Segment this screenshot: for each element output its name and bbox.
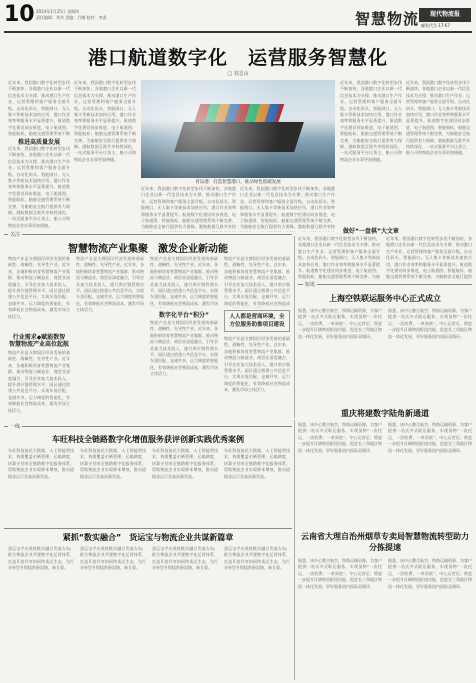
page-number: 10 — [4, 2, 35, 27]
lead-byline: □ 刘志山 — [227, 71, 249, 77]
left-story-column-1a: 物流产业是支撑国民经济发展的基础性、战略性、先导性产业。近年来，各地积极培育智慧物流产业集群，推动物流与制造业、商贸业深度融合，引导企业加大技术投入，提升供应链管理水平。园区通过搭建公共信息平台，实现车货匹配、仓储共享、运力调度的智能化，有效降低社会物流成本，激发市场主体活力。 — [8, 256, 70, 319]
left-story-column-4a: 物流产业是支撑国民经济发展的基础性、战略性、先导性产业。近年来，各地积极培育智慧物流产业集群，推动物流与制造业、商贸业深度融合，引导企业加大技术投入，提升供应链管理水平。园区通过搭建公共信息平台，实现车货匹配、仓储共享、运力调度的智能化，有效降低社会物流成 — [224, 256, 290, 306]
left-story-subhead-1-line1: 行业需求◆赋能数智 — [12, 334, 66, 341]
left-story-subhead-3: 数字化平台“积分” — [159, 312, 209, 319]
bottom-story-1-column-3: 车旺科技依托大数据、人工智能等技术，构建覆盖车辆管理、运输调度、结算支付的全链路数字化服务体系，帮助物流企业实现降本增效，推动道路货运行业高质量发展。 — [152, 448, 218, 479]
lead-subhead-1: 推进高质量发展 — [17, 139, 60, 146]
column-divider — [294, 236, 295, 418]
lead-column-1b: 近年来，我国港口数字化转型步伐不断加快，各地港口企业以新一代信息技术为支撑，推动港口生产作业、运营管理和客户服务全面升级。自动化码头、智能闸口、无人集卡等新技术加快应用，港口作业效率和服务水平显著提升。航道数字化建设同步推进，电子航道图、智能航标、船舶交通管理系统不断完善，为船舶安全航行提供有力保障。港航数据互联共享持续深化，一站式服务平台让货主、船公司和物流企业办事更加便捷。 — [8, 146, 70, 228]
lead-column-1a: 近年来，我国港口数字化转型步伐不断加快，各地港口企业以新一代信息技术为支撑，推动港口生产作业、运营管理和客户服务全面升级。自动化码头、智能闸口、无人集卡等新技术加快应用，港口作业效率和服务水平显著提升。航道数字化建设同步推进，电子航道图、智能航标、船舶交通管理系统不断 — [8, 80, 70, 136]
bottom-story-1-column-1: 车旺科技依托大数据、人工智能等技术，构建覆盖车辆管理、运输调度、结算支付的全链路数字化服务体系，帮助物流企业实现降本增效，推动道路货运行业高质量发展。 — [8, 448, 74, 479]
lead-subhead-4: 做好“一盘棋”大文章 — [343, 228, 399, 235]
lead-column-5: 近年来，我国港口数字化转型步伐不断加快，各地港口企业以新一代信息技术为支撑，推动港口生产作业、运营管理和客户服务全面升级。自动化码头、智能闸口、无人集卡等新技术加快应用，港口作业效率和服务水平显著提升。航道数字化建设同步推进，电子航道图、智能航标、船舶交通管理系统不断完善，为船舶安全航行提供有力保障。港航数据互联共享持续深化，一站式服务平台让货主、船公司和物流企业办事更加便捷。 — [406, 80, 470, 156]
top-rule — [4, 31, 472, 33]
bottom-story-2-column-1: 货运宝平台坚持数实融合发展方向，联合物流企业共建数字化运营体系，打造开放共享的网络货运生态，为行业转型升级提供新思路、新方案。 — [8, 546, 74, 571]
bottom-story-2-column-4: 货运宝平台坚持数实融合发展方向，联合物流企业共建数字化运营体系，打造开放共享的网络货运生态，为行业转型升级提供新思路、新方案。 — [224, 546, 290, 571]
left-story-column-1b: 物流产业是支撑国民经济发展的基础性、战略性、先导性产业。近年来，各地积极培育智慧物流产业集群，推动物流与制造业、商贸业深度融合，引导企业加大技术投入，提升供应链管理水平。园区通过搭建公共信息平台，实现车货匹配、仓储共享、运力调度的智能化，有效降低社会物流成本，激发市场主体活力。 — [8, 350, 70, 413]
lead-column-2: 近年来，我国港口数字化转型步伐不断加快，各地港口企业以新一代信息技术为支撑，推动港口生产作业、运营管理和客户服务全面升级。自动化码头、智能闸口、无人集卡等新技术加快应用，港口作业效率和服务水平显著提升。航道数字化建设同步推进，电子航道图、智能航标、船舶交通管理系统不断完善，为船舶安全航行提供有力保障。港航数据互联共享持续深化，一站式服务平台让货主、船公司和物流企业办事更加便捷。 — [74, 80, 136, 162]
left-story-subhead-1 — [8, 334, 70, 348]
bottom-story-1-rule — [4, 426, 292, 427]
lead-headline: 港口航道数字化 运营服务智慧化 — [87, 47, 388, 69]
left-story-headline: 智慧物流产业集聚 激发企业新动能 — [68, 244, 228, 255]
bottom-story-2-column-3: 货运宝平台坚持数实融合发展方向，联合物流企业共建数字化运营体系，打造开放共享的网络货运生态，为行业转型升级提供新思路、新方案。 — [152, 546, 218, 571]
left-story-subhead-1-line2: 智慧物流产业高位起航 — [8, 341, 69, 348]
lead-photo-port-ship — [141, 80, 335, 178]
lead-column-4: 近年来，我国港口数字化转型步伐不断加快，各地港口企业以新一代信息技术为支撑，推动港口生产作业、运营管理和客户服务全面升级。自动化码头、智能闸口、无人集卡等新技术加快应用，港口作业效率和服务水平显著提升。航道数字化建设同步推进，电子航道图、智能航标、船舶交通管理系统不断完善，为船舶安全航行提供有力保障。港航数据互联共享持续深化，一站式服务平台让货主、船公司和物流企业办事更加便捷。 — [340, 80, 402, 162]
brief-2-title: 重庆将建数字陆角新通道 — [341, 409, 429, 418]
left-story-column-4b: 物流产业是支撑国民经济发展的基础性、战略性、先导性产业。近年来，各地积极培育智慧物流产业集群，推动物流与制造业、商贸业深度融合，引导企业加大技术投入，提升供应链管理水平。园区通过搭建公共信息平台，实现车货匹配、仓储共享、运力调度的智能化，有效降低社会物流成本，激发市场主体活力。 — [224, 336, 290, 393]
brief-2-column-2: 据悉，该中心整合航空、铁路运输资源，为客户提供一站式多式联运服务，实现货物“一次托运、一次收费、一单到底”。中心运营后，将进一步提升区域物流枢纽功能，促进长三角地区物流一体化发展，更好服务国内国际双循环。 — [388, 422, 472, 453]
paper-logo: 现代物流报 — [419, 8, 471, 22]
lead-photo-caption: 青岛港：打造智慧港口，推动绿色低碳发展 — [195, 180, 281, 185]
brief-1-column-2: 据悉，该中心整合航空、铁路运输资源，为客户提供一站式多式联运服务，实现货物“一次托运、一次收费、一单到底”。中心运营后，将进一步提升区域物流枢纽功能，促进长三角地区物流一体化发展，更好服务国内国际双循环。 — [388, 308, 472, 339]
bottom-story-1-headline: 车旺科技全链路数字化增值服务获评创新实践优秀案例 — [52, 435, 244, 444]
brief-1-column-1: 据悉，该中心整合航空、铁路运输资源，为客户提供一站式多式联运服务，实现货物“一次托运、一次收费、一单到底”。中心运营后，将进一步提升区域物流枢纽功能，促进长三角地区物流一体化发展，更好服务国内国际双循环。 — [298, 308, 382, 339]
date-line: 2024年1月25日 星期四 — [36, 9, 80, 14]
left-story-column-3b: 物流产业是支撑国民经济发展的基础性、战略性、先导性产业。近年来，各地积极培育智慧物流产业集群，推动物流与制造业、商贸业深度融合，引导企业加大技术投入，提升供应链管理水平。园区通过搭建公共信息平台，实现车货匹配、仓储共享、运力调度的智能化，有效降低社会物流成本，激发市场主体活力。 — [150, 320, 218, 377]
brief-3-title: 云南省大理自治州烟草专卖局智慧物流转型助力分拣提速 — [301, 532, 469, 552]
left-story-column-3a: 物流产业是支撑国民经济发展的基础性、战略性、先导性产业。近年来，各地积极培育智慧物流产业集群，推动物流与制造业、商贸业深度融合，引导企业加大技术投入，提升供应链管理水平。园区通过搭建公共信息平台，实现车货匹配、仓储共享、运力调度的智能化，有效降低社会物流成本，激发市场 — [150, 256, 218, 306]
left-story-rule — [4, 234, 292, 235]
right-story-rule — [298, 284, 472, 285]
right-top-column-2: 近年来，我国港口数字化转型步伐不断加快，各地港口企业以新一代信息技术为支撑，推动港口生产作业、运营管理和客户服务全面升级。自动化码头、智能闸口、无人集卡等新技术加快应用，港口作业效率和服务水平显著提升。航道数字化建设同步推进，电子航道图、智能航标、船舶交通管理系统不断完善，为船舶安全航行提供 — [386, 236, 472, 280]
bottom-story-2-rule — [4, 528, 292, 529]
column-divider-lower — [294, 420, 295, 680]
brief-3-column-1: 据悉，该中心整合航空、铁路运输资源，为客户提供一站式多式联运服务，实现货物“一次托运、一次收费、一单到底”。中心运营后，将进一步提升区域物流枢纽功能，促进长三角地区物流一体化发展，更好服务国内国际双循环。 — [298, 558, 382, 589]
bottom-story-1-column-2: 车旺科技依托大数据、人工智能等技术，构建覆盖车辆管理、运输调度、结算支付的全链路数字化服务体系，帮助物流企业实现降本增效，推动道路货运行业高质量发展。 — [80, 448, 146, 479]
editor-line: 责任编辑：刘舟 美编：吕娜 校对：李睿 — [36, 15, 107, 20]
brief-1-title: 上海空铁联运服务中心正式成立 — [329, 294, 441, 303]
paper-code: 邮发代号 17-67 — [421, 23, 450, 28]
bottom-story-1-tag: 一线 — [10, 424, 21, 430]
left-story-column-2: 物流产业是支撑国民经济发展的基础性、战略性、先导性产业。近年来，各地积极培育智慧物流产业集群，推动物流与制造业、商贸业深度融合，引导企业加大技术投入，提升供应链管理水平。园区通过搭建公共信息平台，实现车货匹配、仓储共享、运力调度的智能化，有效降低社会物流成本，激发市场主体活力。 — [76, 256, 144, 313]
photo-glow — [141, 80, 335, 178]
lead-column-3b: 近年来，我国港口数字化转型步伐不断加快，各地港口企业以新一代信息技术为支撑，推动港口生产作业、运营管理和客户服务全面升级。自动化码头、智能闸口、无人集卡等新技术加快应用，港口作业效率和服务水平显著提升。航道数字化建设同步推进，电子航道图、智能航标、船舶交通管理系统不断完善，为船舶安全航行提供有力保障。港航数据互联共享持 — [240, 186, 335, 230]
left-story-tag: 关注 — [10, 232, 21, 238]
section-title: 智慧物流 — [355, 10, 420, 28]
bottom-story-1-column-4: 车旺科技依托大数据、人工智能等技术，构建覆盖车辆管理、运输调度、结算支付的全链路数字化服务体系，帮助物流企业实现降本增效，推动道路货运行业高质量发展。 — [224, 448, 290, 479]
right-top-column-1: 近年来，我国港口数字化转型步伐不断加快，各地港口企业以新一代信息技术为支撑，推动港口生产作业、运营管理和客户服务全面升级。自动化码头、智能闸口、无人集卡等新技术加快应用，港口作业效率和服务水平显著提升。航道数字化建设同步推进，电子航道图、智能航标、船舶交通管理系统不断完善，为船 — [298, 236, 380, 280]
bottom-story-2-column-2: 货运宝平台坚持数实融合发展方向，联合物流企业共建数字化运营体系，打造开放共享的网络货运生态，为行业转型升级提供新思路、新方案。 — [80, 546, 146, 571]
masthead-info — [36, 9, 107, 21]
bottom-story-2-headline: 紧抓“数实融合” 货运宝与物流企业共谋新篇章 — [62, 533, 234, 542]
masthead — [0, 0, 476, 32]
brief-2-column-1: 据悉，该中心整合航空、铁路运输资源，为客户提供一站式多式联运服务，实现货物“一次托运、一次收费、一单到底”。中心运营后，将进一步提升区域物流枢纽功能，促进长三角地区物流一体化发展，更好服务国内国际双循环。 — [298, 422, 382, 453]
left-story-pull-quote: 人人都是营商环境，全方位服务助推项目建设 — [224, 310, 290, 332]
right-story-tag: 短讯 — [305, 282, 316, 288]
lead-column-3a: 近年来，我国港口数字化转型步伐不断加快，各地港口企业以新一代信息技术为支撑，推动港口生产作业、运营管理和客户服务全面升级。自动化码头、智能闸口、无人集卡等新技术加快应用，港口作业效率和服务水平显著提升。航道数字化建设同步推进，电子航道图、智能航标、船舶交通管理系统不断完善，为船舶安全航行提供有力保障。港航数据互联共享持 — [141, 186, 236, 230]
brief-3-column-2: 据悉，该中心整合航空、铁路运输资源，为客户提供一站式多式联运服务，实现货物“一次托运、一次收费、一单到底”。中心运营后，将进一步提升区域物流枢纽功能，促进长三角地区物流一体化发展，更好服务国内国际双循环。 — [388, 558, 472, 589]
